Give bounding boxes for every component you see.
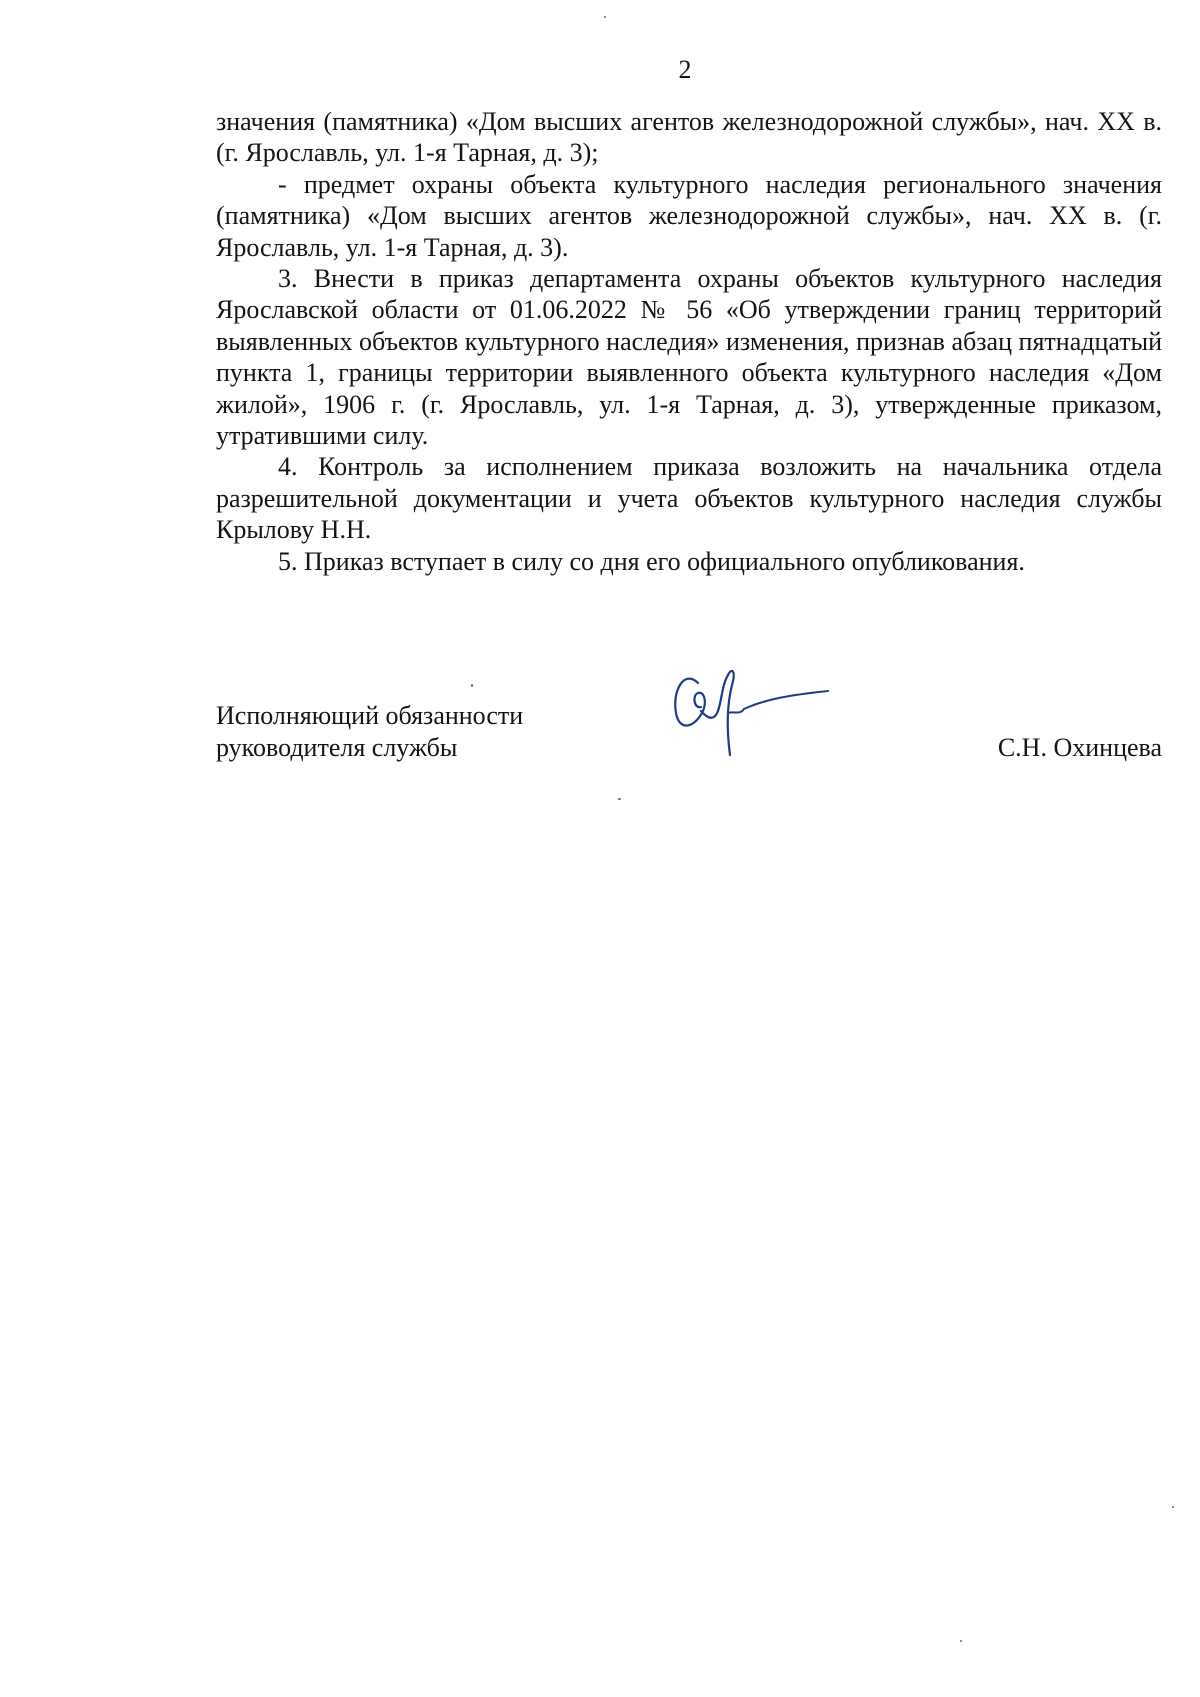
paragraph-item-3: 3. Внести в приказ департамента охраны объектов культурного наследия Ярославской области от 01.06.2022 № 56 «Об утверждении границ территорий выявленных объектов культурного наследия» изменения, признав абзац пятнадцатый пункта 1, границы территории выявленного объекта культурного наследия «Дом жилой», 1906 г. (г. Ярославль, ул. 1-я Тарная, д. 3), утвержденные приказом, утратившими силу.	[216, 264, 1162, 451]
scan-speck	[471, 684, 473, 687]
paragraph-item-5: 5. Приказ вступает в силу со дня его официального опубликования.	[278, 546, 1025, 576]
scan-speck	[604, 16, 606, 18]
scan-speck	[618, 798, 621, 800]
signatory-position-line-1: Исполняющий обязанности	[216, 701, 524, 730]
signatory-position	[216, 700, 523, 764]
scan-speck	[1172, 1506, 1174, 1508]
paragraph-continuation: значения (памятника) «Дом высших агентов железнодорожной службы», нач. XX в. (г. Ярославль, ул. 1-я Тарная, д. 3);	[216, 107, 1162, 168]
signatory-name: С.Н. Охинцева	[997, 733, 1162, 762]
paragraph-bullet-subject-of-protection: - предмет охраны объекта культурного наследия регионального значения (памятника) «Дом высших агентов железнодорожной службы», нач. XX в. (г. Ярославль, ул. 1-я Тарная, д. 3).	[216, 169, 1162, 262]
paragraph-item-4: 4. Контроль за исполнением приказа возложить на начальника отдела разрешительной документации и учета объектов культурного наследия службы Крылову Н.Н.	[216, 452, 1162, 545]
page-number: 2	[678, 55, 692, 84]
handwritten-signature	[670, 655, 840, 765]
signatory-position-line-2: руководителя службы	[216, 733, 458, 762]
document-body	[216, 106, 1162, 577]
scan-speck	[960, 1640, 962, 1642]
